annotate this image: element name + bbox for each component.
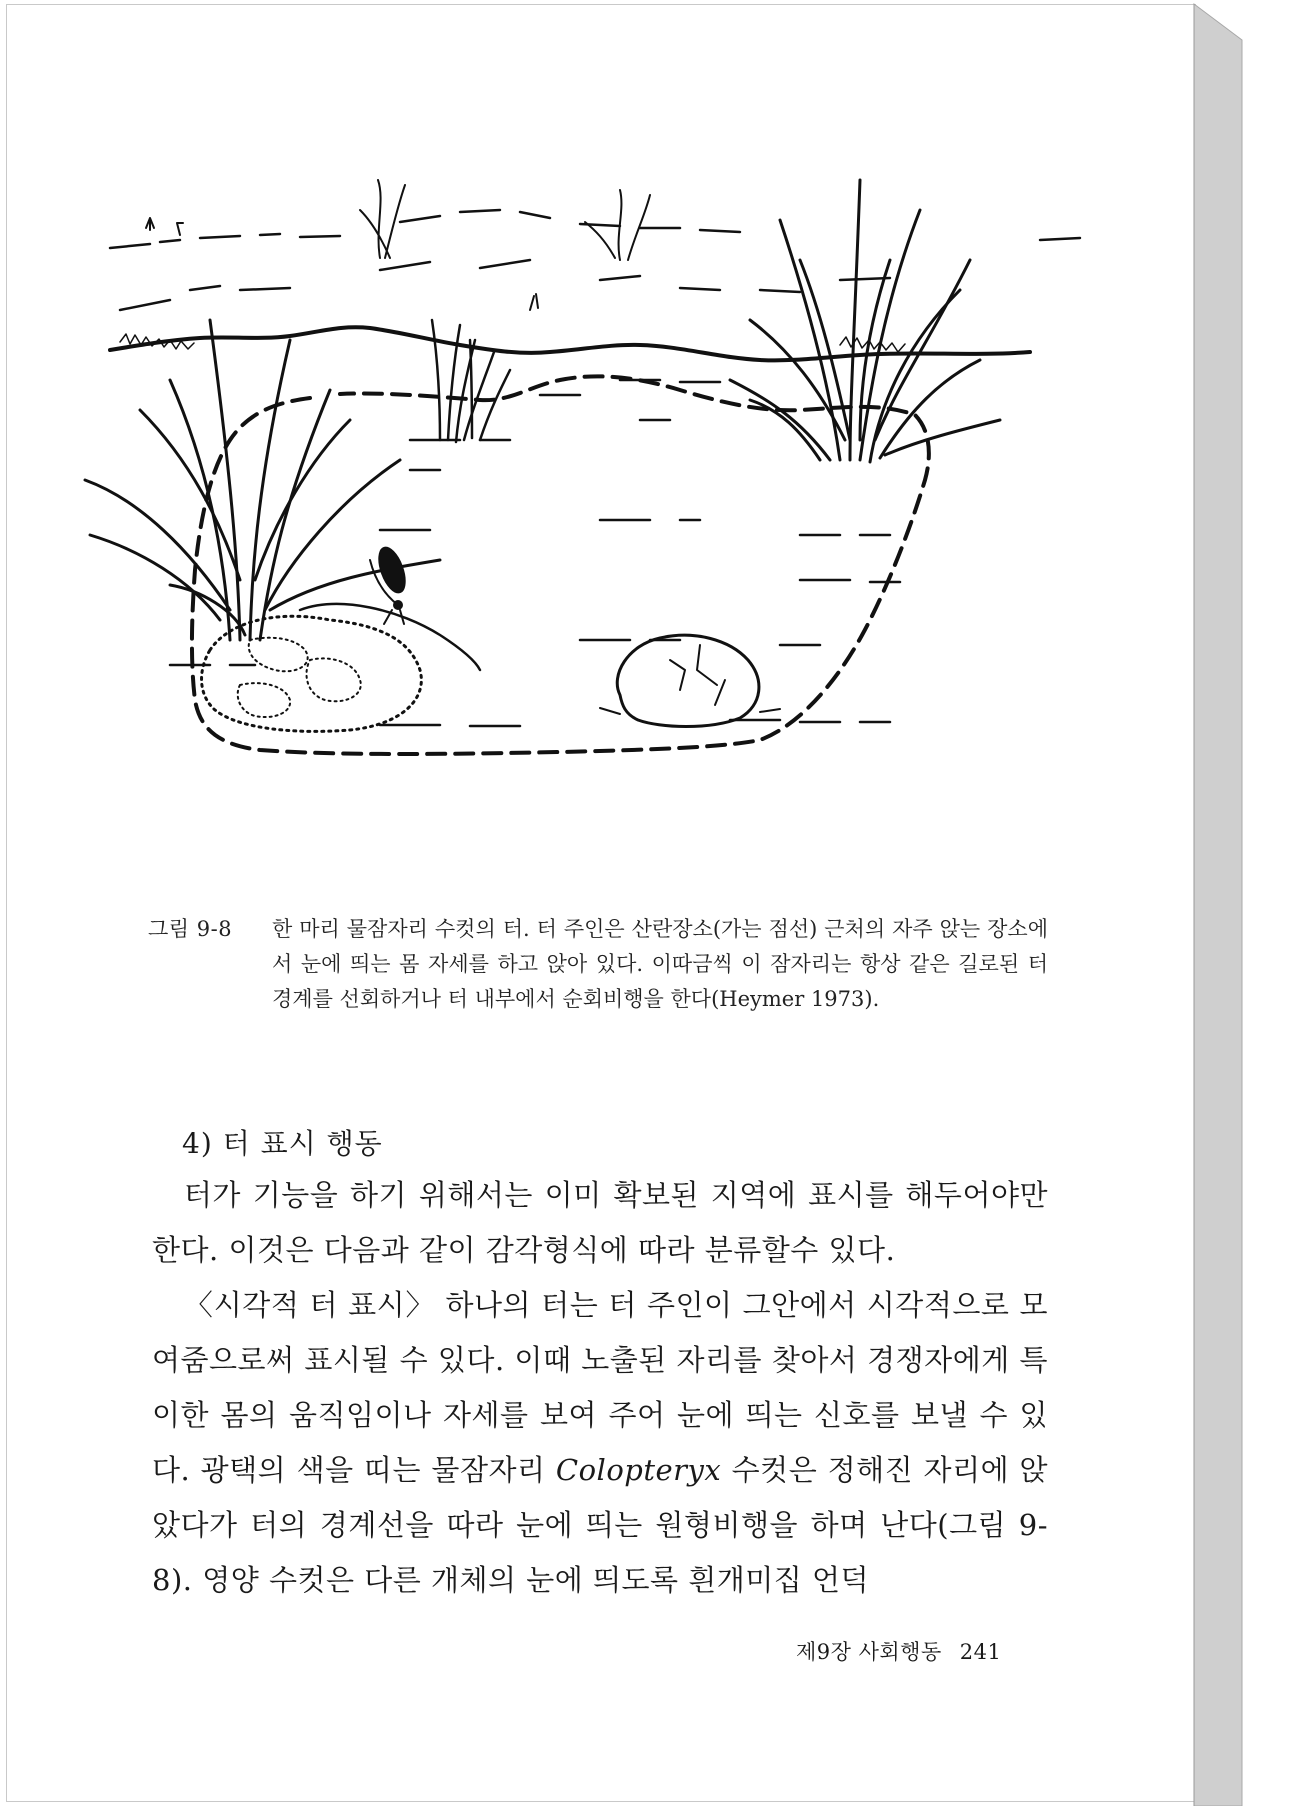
dragonfly-icon[interactable] [370,544,411,624]
water-dashes [170,380,900,726]
pond-territory-illustration [80,140,1130,900]
paragraph-tail: 수컷은 정해진 자리에 앉았다가 터의 경계선을 따라 눈에 띄는 원형비행을 하며 난다(그림 9-8). 영양 수컷은 다른 개체의 눈에 띄도록 흰개미집 언덕 [152,1453,1049,1597]
paragraph-lead: 〈시각적 터 표시〉 하나의 터는 터 주인이 그안에서 시각적으로 모여줌으로써 표시될 수 있다. 이때 노출된 자리를 찾아서 경쟁자에게 특이한 몸의 움직임이나 자세를 보여 주어 눈에 띄는 신호를 보낼 수 있다. 광택의 색을 띠는 물잠자리 [152,1288,1048,1487]
paragraph [152,1278,1048,1608]
rock-icon [600,635,780,726]
species-name: Colopteryx [555,1453,722,1487]
figure-label: 그림 9-8 [148,917,233,941]
territory-boundary[interactable] [192,376,929,754]
running-footer [796,1636,1007,1666]
figure-caption [148,912,1048,1017]
reed-clump-icon [85,320,440,640]
page-number: 241 [959,1640,1002,1664]
reed-clump-icon [730,180,1000,462]
section-heading: 4) 터 표시 행동 [182,1127,383,1160]
body-text [152,1168,1048,1608]
paragraph: 터가 기능을 하기 위해서는 이미 확보된 지역에 표시를 해두어야만 한다. 이것은 다음과 같이 감각형식에 따라 분류할수 있다. [152,1178,1048,1267]
chapter-title: 제9장 사회행동 [796,1640,942,1664]
figure-caption-text: 한 마리 물잠자리 수컷의 터. 터 주인은 산란장소(가는 점선) 근처의 자주 앉는 장소에서 눈에 띄는 몸 자세를 하고 앉아 있다. 이따금씩 이 잠자리는 항상 같은 길로된 터 경계를 선회하거나 터 내부에서 순회비행을 한다(Heymer 1973). [272,917,1048,1011]
egg-site-icon[interactable] [202,616,422,731]
horizon-lines [110,210,1080,310]
